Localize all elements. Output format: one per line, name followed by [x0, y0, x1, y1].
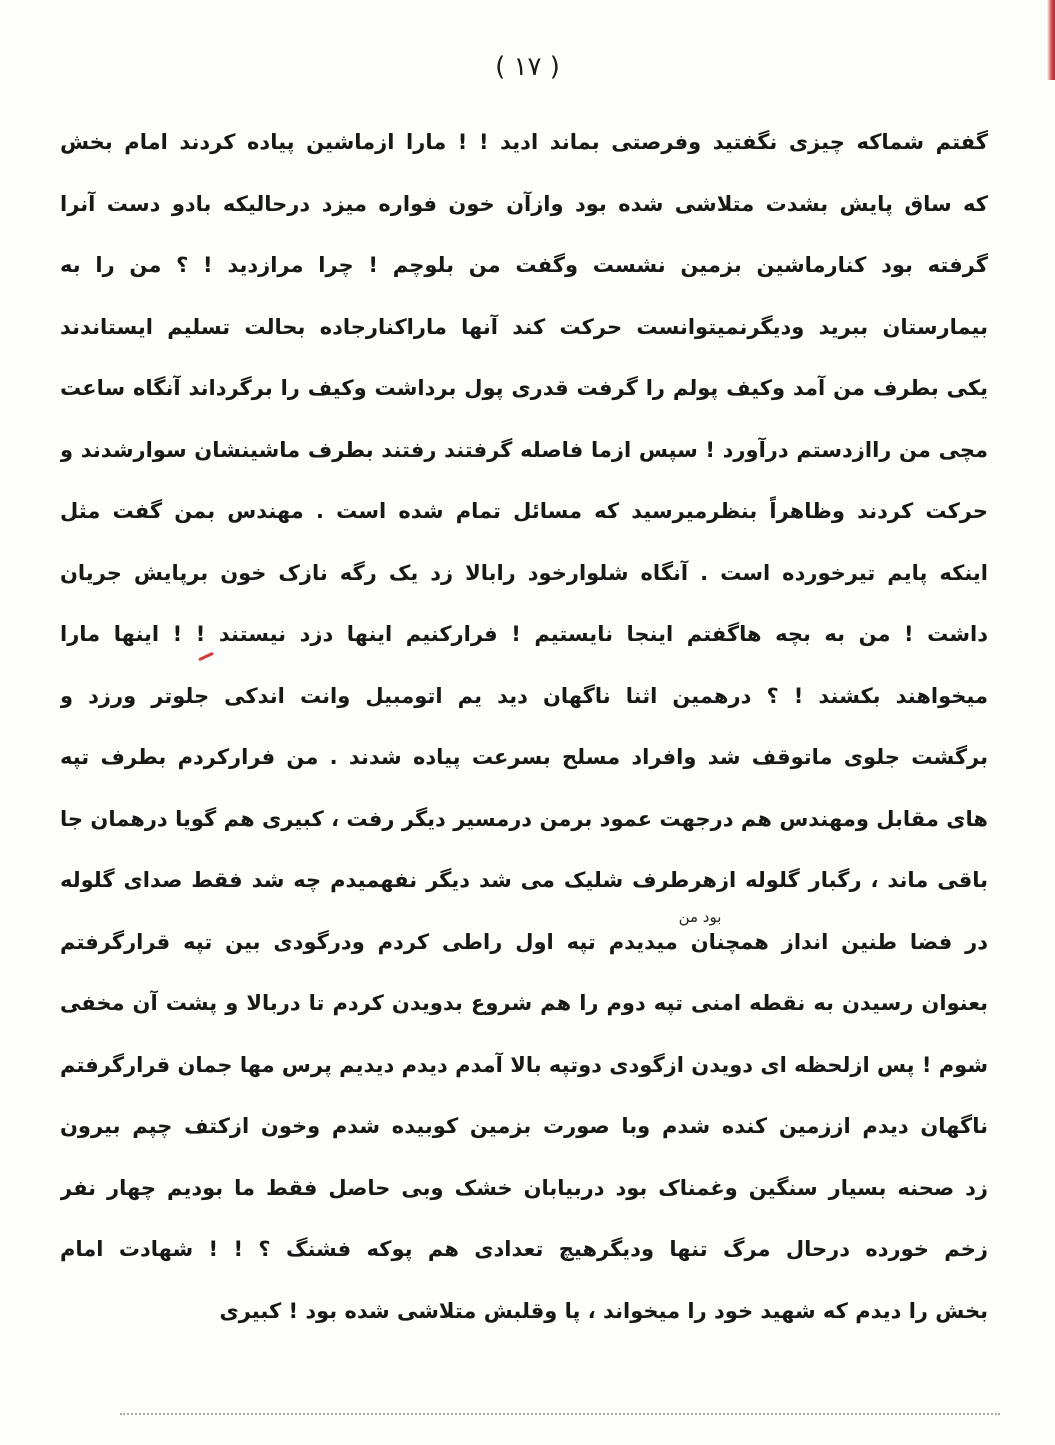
text-line: زخم خورده درحال مرگ تنها ودیگرهیچ تعدادی هم پوکه فشنگ ؟ ! ! شهادت امام [60, 1237, 988, 1261]
text-line: گرفته بود کنارماشین بزمین نشست وگفت من بلوچم ! چرا مرازدید ! ؟ من را به [60, 253, 988, 277]
text-line: بخش را دیدم که شهید خود را میخواند ، پا وقلبش متلاشی شده بود ! کبیری [219, 1298, 988, 1323]
page-number: ( ۱۷ ) [495, 52, 560, 82]
text-line: حرکت کردند وظاهراً بنظرمیرسید که مسائل تمام شده است . مهندس بمن گفت مثل [60, 499, 988, 523]
bottom-dotted-rule [120, 1413, 1000, 1415]
text-line: های مقابل ومهندس هم درجهت عمود برمن درمسیر دیگر رفت ، کبیری هم گویا درهمان جا [60, 806, 988, 831]
text-line: ناگهان دیدم اززمین کنده شدم وبا صورت بزمین کوبیده شدم وخون ازکتف چپم بیرون [60, 1114, 988, 1138]
text-line: بعنوان رسیدن به نقطه امنی تپه دوم را هم شروع بدویدن کردم تا دربالا و پشت آن مخفی [60, 991, 988, 1015]
text-line: برگشت جلوی ماتوقف شد وافراد مسلح بسرعت پیاده شدند . من فرارکردم بطرف تپه [60, 745, 988, 769]
text-line: یکی بطرف من آمد وکیف پولم را گرفت قدری پول برداشت وکیف را برگرداند آنگاه ساعت [60, 376, 988, 400]
text-line: شوم ! پس ازلحظه ای دویدن ازگودی دوتپه بالا آمدم دیدم دیدیم پرس مها جمان قرارگرفتم [60, 1052, 988, 1077]
text-line: بیمارستان ببرید ودیگرنمیتوانست حرکت کند آنها ماراکنارجاده بحالت تسلیم ایستاندند [60, 314, 988, 339]
text-line: گفتم شماکه چیزی نگفتید وفرصتی بماند ادید ! ! مارا ازماشین پیاده کردند امام بخش [60, 130, 988, 154]
text-line: زد صحنه بسیار سنگین وغمناک بود دربیابان خشک وبی حاصل فقط ما بودیم چهار نفر [60, 1175, 988, 1200]
text-line: میخواهند بکشند ! ؟ درهمین اثنا ناگهان دید یم اتومبیل وانت اندکی جلوتر ورزد و [60, 683, 988, 708]
body-text [60, 112, 988, 1342]
text-line: باقی ماند ، رگبار گلوله ازهرطرف شلیک می شد دیگر نفهمیدم چه شد فقط صدای گلوله [60, 868, 988, 892]
text-line: در فضا طنین انداز همچنان میدیدم تپه اول راطی کردم ودرگودی بین تپه قرارگرفتم [60, 929, 988, 954]
text-line: داشت ! من به بچه هاگفتم اینجا نایستیم ! فرارکنیم اینها دزد نیستند ! ! اینها مارا [60, 622, 988, 646]
interlinear-note: بود من [678, 908, 722, 926]
text-line: اینکه پایم تیرخورده است . آنگاه شلوارخود رابالا زد یک رگه نازک خون برپایش جریان [60, 560, 988, 585]
text-line: مچی من راازدستم درآورد ! سپس ازما فاصله گرفتند رفتند بطرف ماشینشان سوارشدند و [60, 437, 988, 462]
text-line: که ساق پایش بشدت متلاشی شده بود وازآن خون فواره میزد درحالیکه بادو دست آنرا [60, 191, 988, 216]
